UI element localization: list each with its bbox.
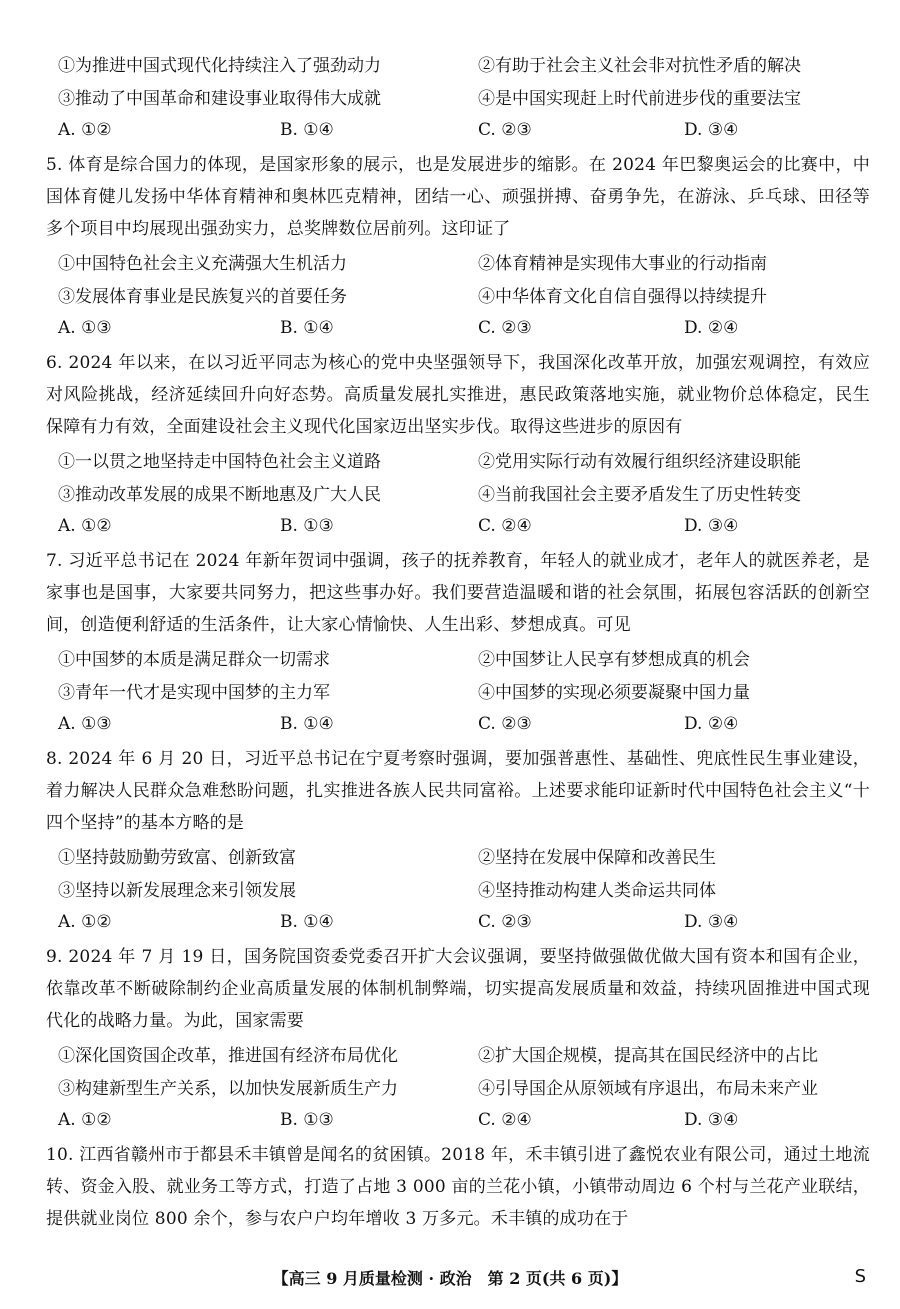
option-1: ①中国特色社会主义充满强大生机活力 (58, 254, 347, 274)
question-8 (46, 743, 870, 938)
answer-c: C. ②③ (478, 713, 532, 734)
option-2: ②坚持在发展中保障和改善民生 (478, 848, 716, 868)
prev-question-options (58, 47, 870, 146)
option-3: ③推动了中国革命和建设事业取得伟大成就 (58, 89, 381, 109)
answer-b: B. ①④ (280, 119, 334, 140)
page-footer: 【高三 9 月质量检测 · 政治 第 2 页(共 6 页)】 (272, 1269, 628, 1288)
option-4: ④当前我国社会主要矛盾发生了历史性转变 (478, 485, 801, 505)
option-3: ③推动改革发展的成果不断地惠及广大人民 (58, 485, 381, 505)
answer-b: B. ①④ (280, 713, 334, 734)
option-1: ①一以贯之地坚持走中国特色社会主义道路 (58, 452, 381, 472)
option-3: ③青年一代才是实现中国梦的主力军 (58, 683, 330, 703)
option-3: ③构建新型生产关系，以加快发展新质生产力 (58, 1079, 398, 1099)
answer-a: A. ①③ (58, 317, 112, 338)
exam-page (46, 44, 870, 1235)
question-stem: 6. 2024 年以来，在以习近平同志为核心的党中央坚强领导下，我国深化改革开放，加强宏观调控，有效应对风险挑战，经济延续回升向好态势。高质量发展扎实推进，惠民政策落地实施，就业物价总体稳定，民生保障有力有效，全面建设社会主义现代化国家迈出坚实步伐。取得这些进步的原因有 (46, 353, 870, 437)
option-4: ④中华体育文化自信自强得以持续提升 (478, 287, 767, 307)
option-1: ①坚持鼓励勤劳致富、创新致富 (58, 848, 296, 868)
answer-b: B. ①④ (280, 317, 334, 338)
answer-c: C. ②③ (478, 317, 532, 338)
answer-a: A. ①② (58, 1109, 112, 1130)
option-3: ③坚持以新发展理念来引领发展 (58, 881, 296, 901)
question-9 (46, 941, 870, 1136)
option-2: ②党用实际行动有效履行组织经济建设职能 (478, 452, 801, 472)
answer-d: D. ③④ (684, 515, 739, 536)
option-1: ①中国梦的本质是满足群众一切需求 (58, 650, 330, 670)
answer-d: D. ③④ (684, 911, 739, 932)
option-2: ②体育精神是实现伟大事业的行动指南 (478, 254, 767, 274)
option-4: ④是中国实现赶上时代前进步伐的重要法宝 (478, 89, 801, 109)
question-stem: 7. 习近平总书记在 2024 年新年贺词中强调，孩子的抚养教育，年轻人的就业成才，老年人的就医养老，是家事也是国事，大家要共同努力，把这些事办好。我们要营造温暖和谐的社会氛围，拓展包容活跃的创新空间，创造便利舒适的生活条件，让大家心情愉快、人生出彩、梦想成真。可见 (46, 551, 870, 635)
answer-d: D. ③④ (684, 119, 739, 140)
option-4: ④中国梦的实现必须要凝聚中国力量 (478, 683, 750, 703)
answer-a: A. ①② (58, 119, 112, 140)
question-10 (46, 1139, 870, 1235)
option-2: ②有助于社会主义社会非对抗性矛盾的解决 (478, 56, 801, 76)
question-stem: 8. 2024 年 6 月 20 日，习近平总书记在宁夏考察时强调，要加强普惠性、基础性、兜底性民生事业建设，着力解决人民群众急难愁盼问题，扎实推进各族人民共同富裕。上述要求能印证新时代中国特色社会主义“十四个坚持”的基本方略的是 (46, 749, 870, 833)
question-7 (46, 545, 870, 740)
answer-a: A. ①② (58, 515, 112, 536)
answer-d: D. ②④ (684, 713, 739, 734)
answer-c: C. ②③ (478, 119, 532, 140)
question-stem: 5. 体育是综合国力的体现，是国家形象的展示，也是发展进步的缩影。在 2024 年巴黎奥运会的比赛中，中国体育健儿发扬中华体育精神和奥林匹克精神，团结一心、顽强拼搏、奋勇争先，在游泳、乒乓球、田径等多个项目中均展现出强劲实力，总奖牌数位居前列。这印证了 (46, 155, 870, 239)
answer-d: D. ③④ (684, 1109, 739, 1130)
answer-c: C. ②④ (478, 1109, 532, 1130)
answer-a: A. ①② (58, 911, 112, 932)
answer-b: B. ①③ (280, 515, 334, 536)
question-stem: 10. 江西省赣州市于都县禾丰镇曾是闻名的贫困镇。2018 年，禾丰镇引进了鑫悦农业有限公司，通过土地流转、资金入股、就业务工等方式，打造了占地 3 000 亩的兰花小镇，小镇带动周边 6 个村与兰花产业联结，提供就业岗位 800 余个，参与农户户均年增收 3 万多元。禾丰镇的成功在于 (46, 1145, 870, 1229)
question-stem: 9. 2024 年 7 月 19 日，国务院国资委党委召开扩大会议强调，要坚持做强做优做大国有资本和国有企业，依靠改革不断破除制约企业高质量发展的体制机制弊端，切实提高发展质量和效益，持续巩固推进中国式现代化的战略力量。为此，国家需要 (46, 947, 870, 1031)
option-1: ①为推进中国式现代化持续注入了强劲动力 (58, 56, 381, 76)
option-2: ②扩大国企规模，提高其在国民经济中的占比 (478, 1046, 818, 1066)
answer-c: C. ②③ (478, 911, 532, 932)
option-1: ①深化国资国企改革，推进国有经济布局优化 (58, 1046, 398, 1066)
answer-b: B. ①④ (280, 911, 334, 932)
option-3: ③发展体育事业是民族复兴的首要任务 (58, 287, 347, 307)
option-4: ④引导国企从原领域有序退出，布局未来产业 (478, 1079, 818, 1099)
option-4: ④坚持推动构建人类命运共同体 (478, 881, 716, 901)
option-2: ②中国梦让人民享有梦想成真的机会 (478, 650, 750, 670)
question-6 (46, 347, 870, 542)
answer-d: D. ②④ (684, 317, 739, 338)
page-corner-letter: S (854, 1266, 866, 1287)
answer-b: B. ①③ (280, 1109, 334, 1130)
answer-c: C. ②④ (478, 515, 532, 536)
question-5 (46, 149, 870, 344)
answer-a: A. ①③ (58, 713, 112, 734)
